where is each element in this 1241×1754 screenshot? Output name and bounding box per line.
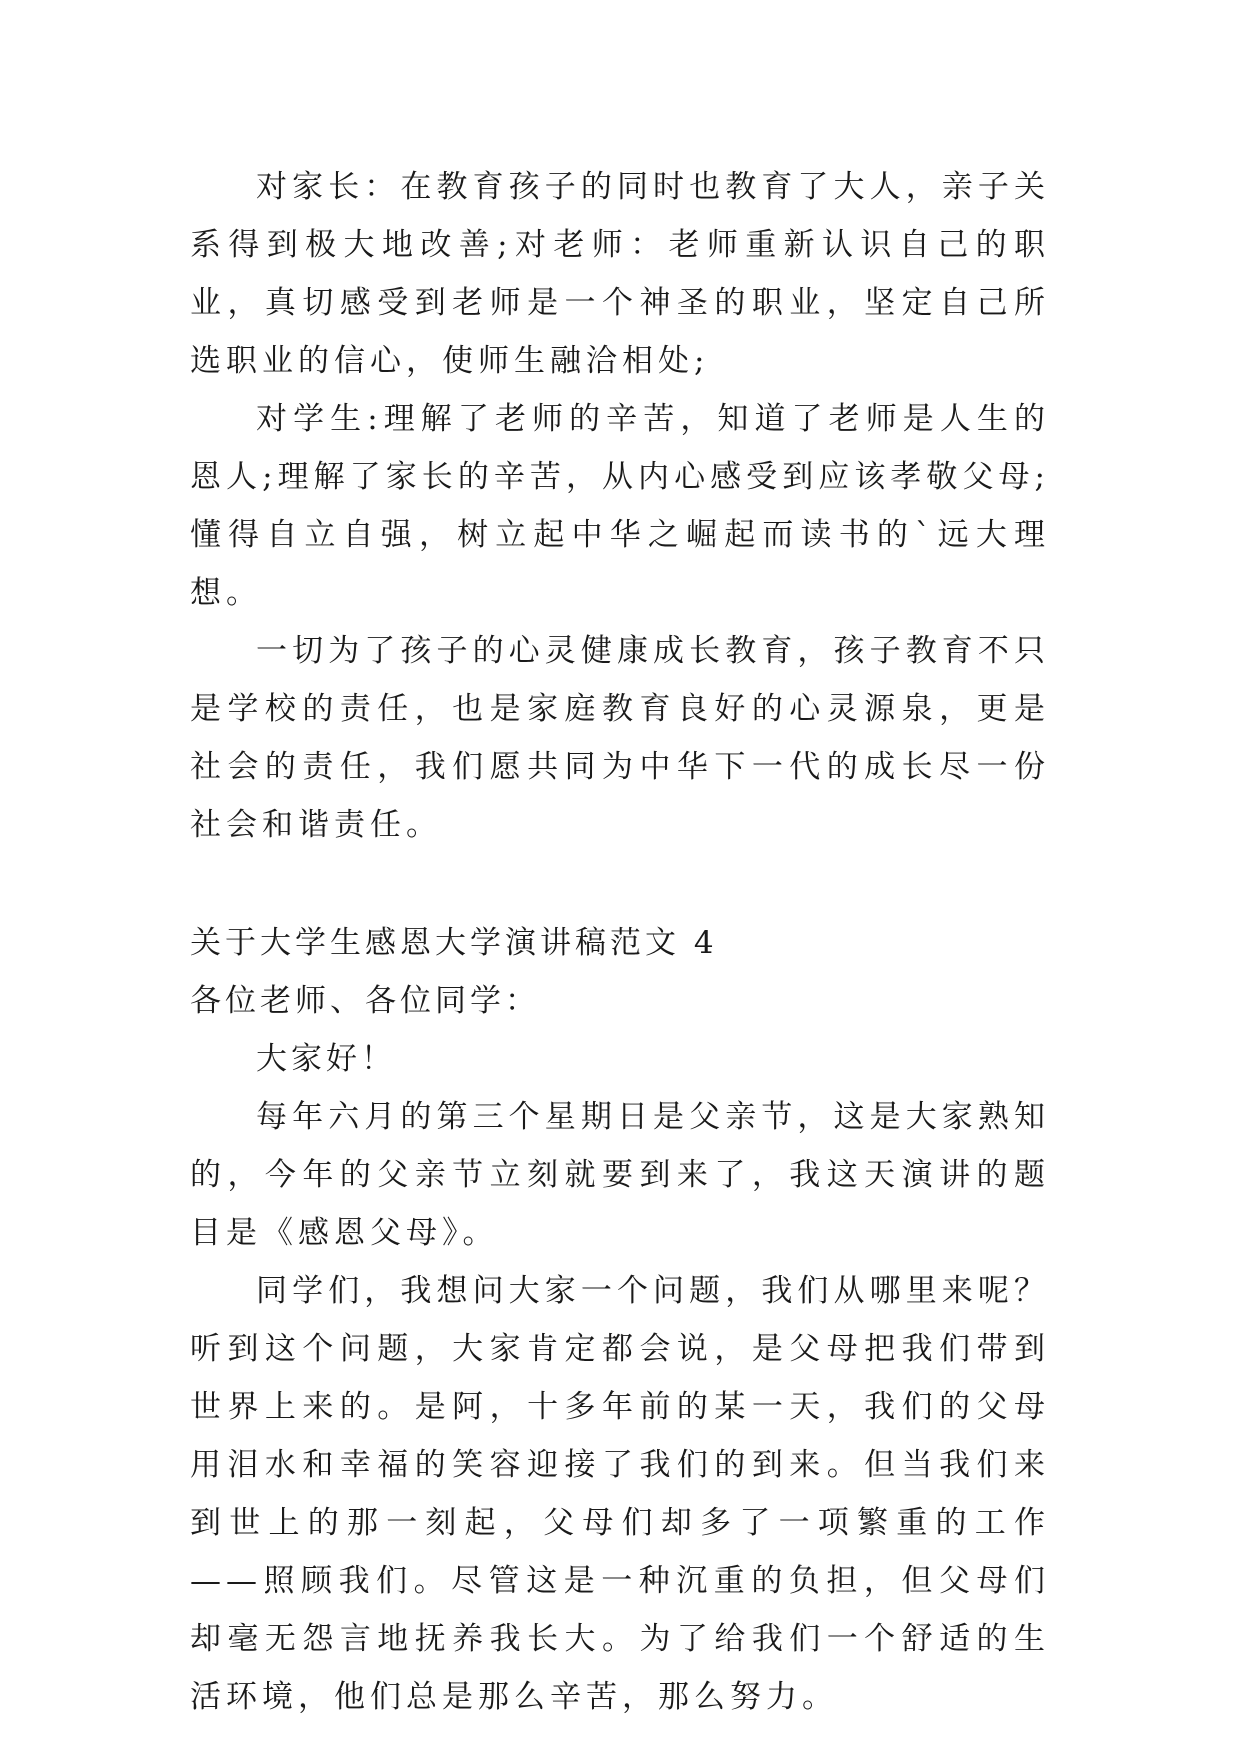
document-body [190, 158, 1050, 1726]
salutation: 各位老师、各位同学： [190, 983, 540, 1019]
paragraph-parents-teachers: 对家长：在教育孩子的同时也教育了大人，亲子关系得到极大地改善;对老师：老师重新认识自己的职业，真切感受到老师是一个神圣的职业，坚定自己所选职业的信心，使师生融洽相处; [190, 169, 1050, 379]
paragraph-where-from: 同学们，我想问大家一个问题，我们从哪里来呢？听到这个问题，大家肯定都会说，是父母把我们带到世界上来的。是阿，十多年前的某一天，我们的父母用泪水和幸福的笑容迎接了我们的到来。但当我们来到世上的那一刻起，父母们却多了一项繁重的工作——照顾我们。尽管这是一种沉重的负担，但父母们却毫无怨言地抚养我长大。为了给我们一个舒适的生活环境，他们总是那么辛苦，那么努力。 [190, 1273, 1050, 1715]
paragraph-fathers-day: 每年六月的第三个星期日是父亲节，这是大家熟知的，今年的父亲节立刻就要到来了，我这天演讲的题目是《感恩父母》。 [190, 1099, 1050, 1251]
greeting: 大家好！ [256, 1041, 396, 1077]
paragraph-students: 对学生:理解了老师的辛苦，知道了老师是人生的恩人;理解了家长的辛苦，从内心感受到应该孝敬父母;懂得自立自强，树立起中华之崛起而读书的`远大理想。 [190, 401, 1050, 611]
section-title: 关于大学生感恩大学演讲稿范文 4 [190, 925, 718, 961]
paragraph-for-children: 一切为了孩子的心灵健康成长教育，孩子教育不只是学校的责任，也是家庭教育良好的心灵源泉，更是社会的责任，我们愿共同为中华下一代的成长尽一份社会和谐责任。 [190, 633, 1050, 843]
section-gap [190, 854, 1050, 914]
